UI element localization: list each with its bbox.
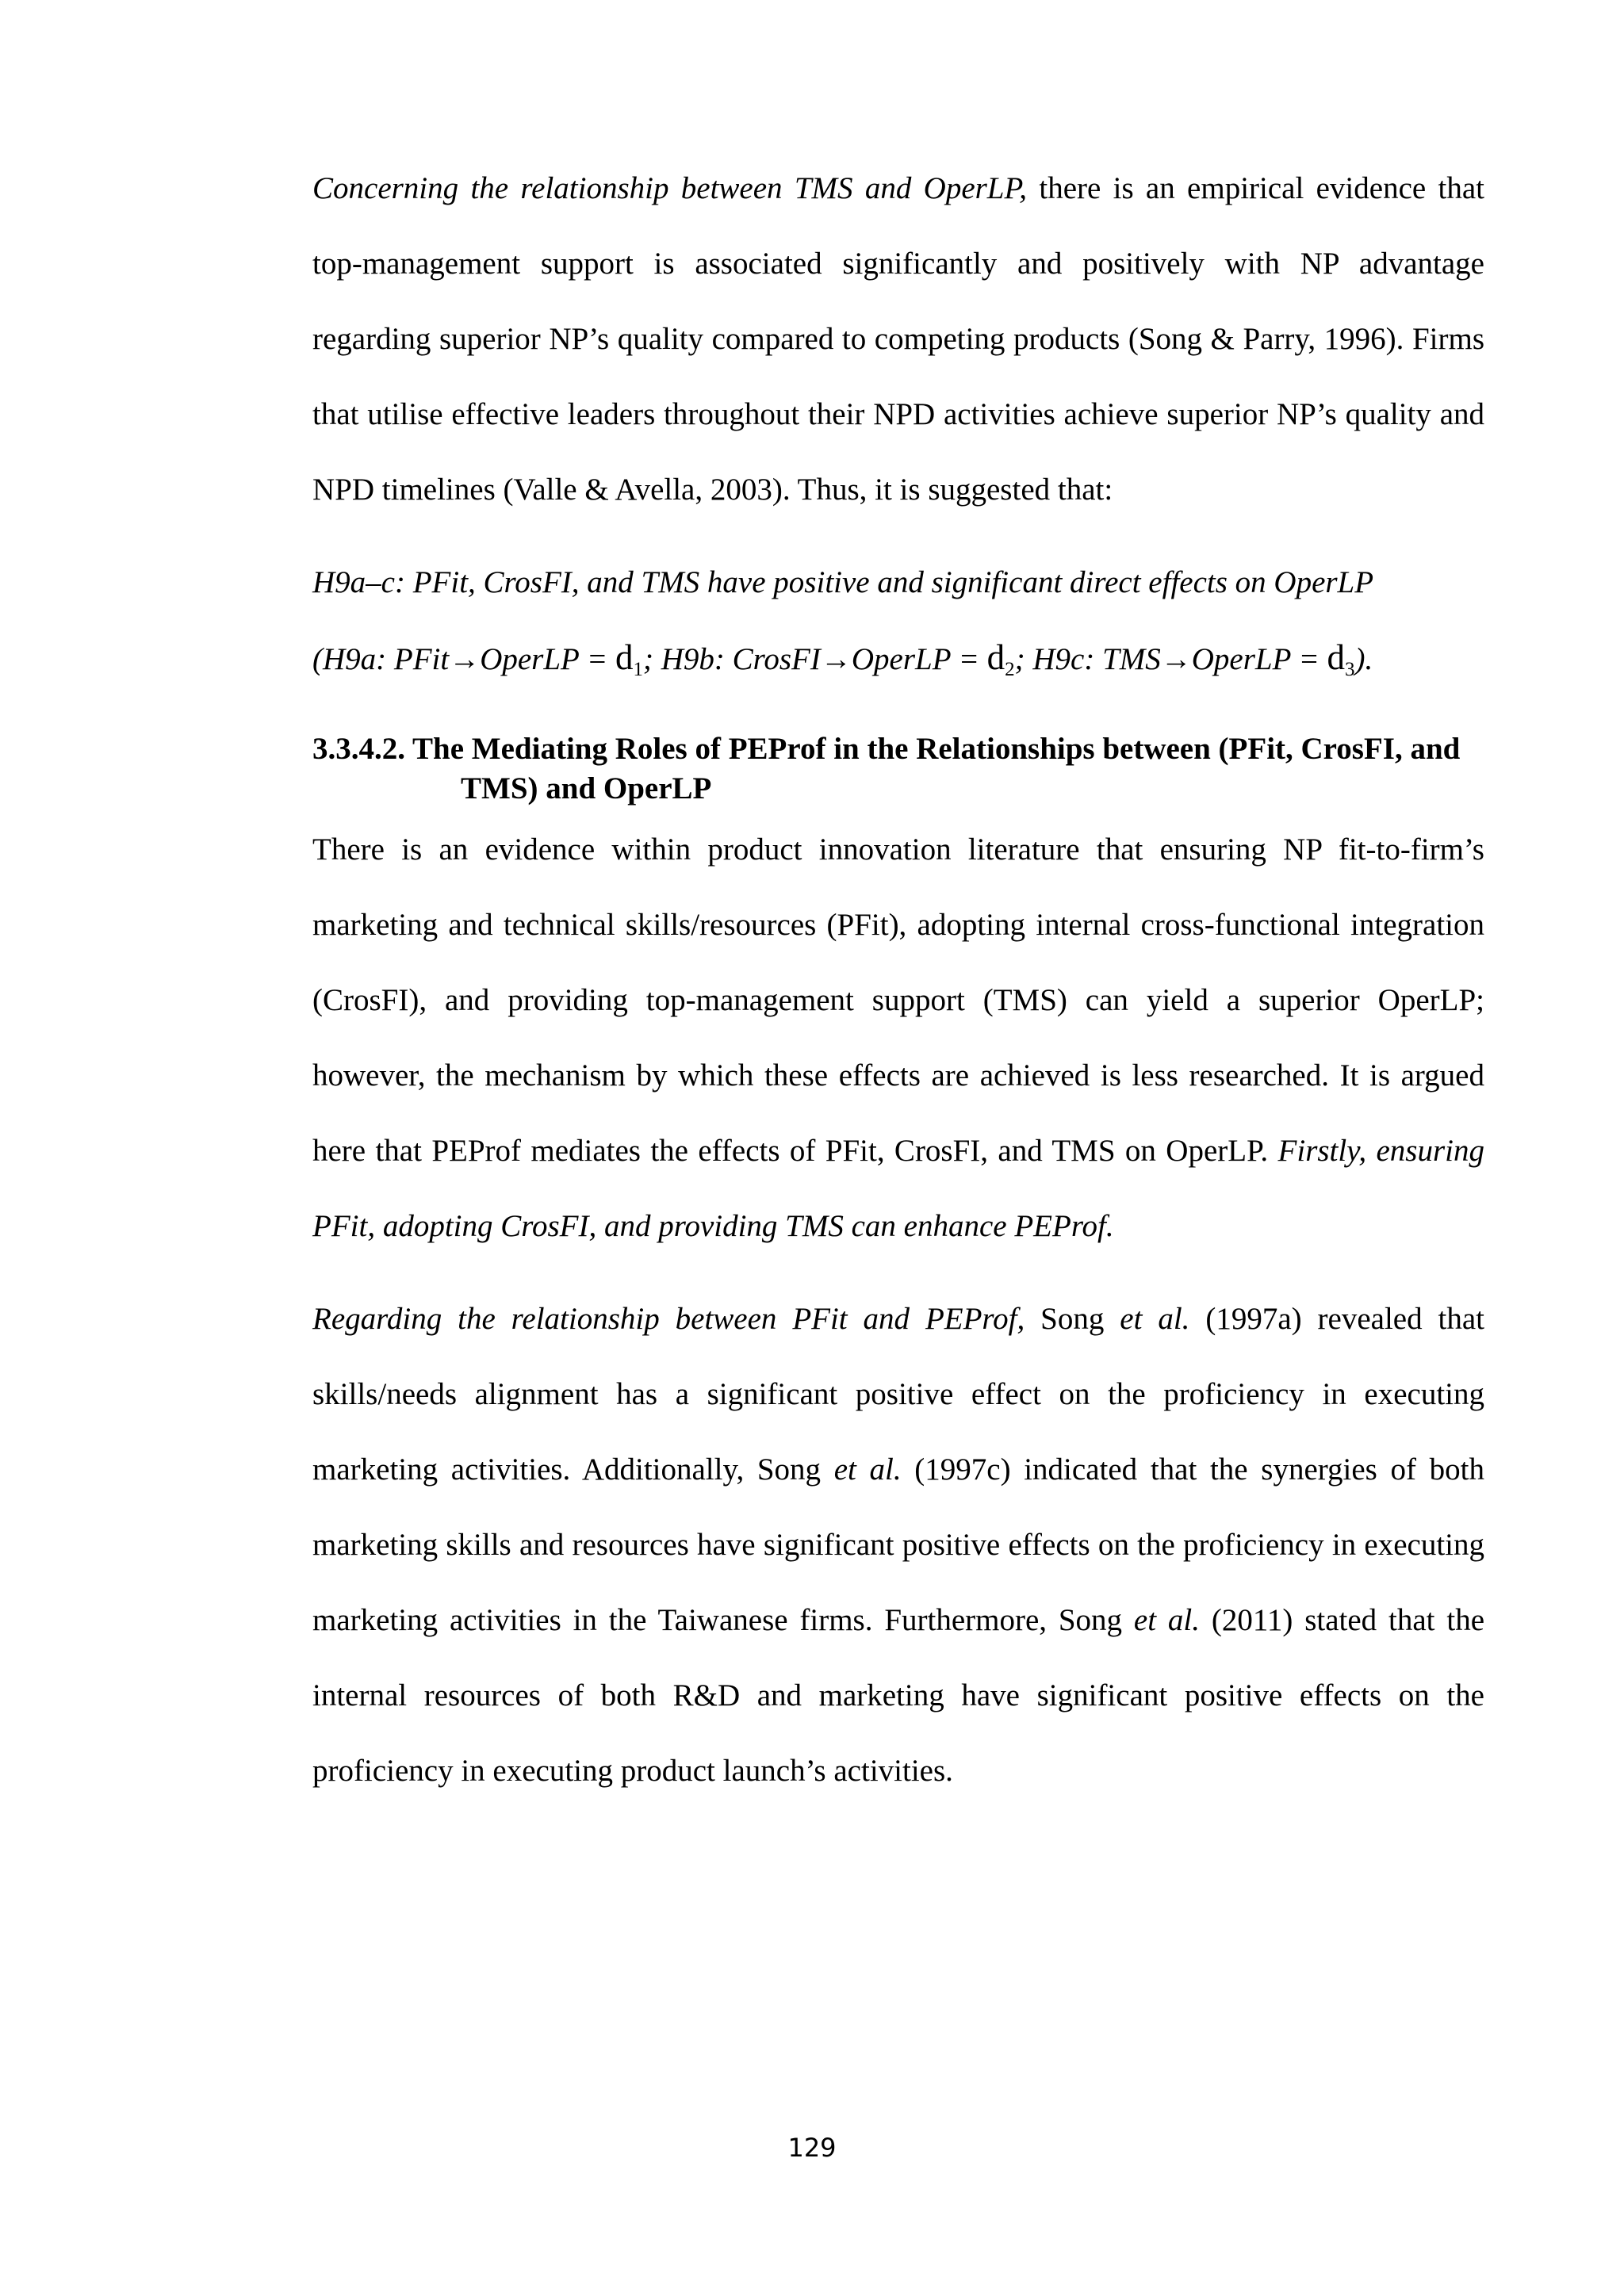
et-al-3: et al. bbox=[1133, 1603, 1200, 1637]
hypothesis-line-1: H9a–c: PFit, CrosFI, and TMS have positive and significant direct effects on OperLP bbox=[312, 565, 1374, 599]
symbol-d1: d bbox=[615, 637, 634, 677]
paragraph-body: there is an empirical evidence that top-management support is associated significantly and positively with NP advantage regarding superior NP’s quality compared to competing products (Song & Parry, 1996). Firms that utilise effective leaders throughout their NPD activities achieve superior NP’s quality and NPD timelines (Valle & Avella, 2003). Thus, it is suggested that: bbox=[312, 171, 1484, 507]
et-al-1: et al. bbox=[1120, 1302, 1190, 1336]
subscript-1: 1 bbox=[633, 659, 643, 680]
hypothesis-b: ; H9b: CrosFI→OperLP = bbox=[642, 642, 987, 676]
hypothesis-h9 bbox=[312, 545, 1484, 701]
et-al-2: et al. bbox=[833, 1452, 902, 1487]
text-segment-3: (1997c) indicated that the synergies of both marketing skills and resources have significant positive effects on the proficiency in executing marketing activities in the Taiwanese firms. Furthermore, Song bbox=[312, 1452, 1485, 1637]
paragraph-lead: Regarding the relationship between PFit and PEProf, bbox=[312, 1302, 1025, 1336]
subscript-2: 2 bbox=[1005, 659, 1015, 680]
symbol-d3: d bbox=[1327, 637, 1346, 677]
paragraph-italic-tail: Firstly, ensuring PFit, adopting CrosFI, and providing TMS can enhance PEProf. bbox=[312, 1134, 1485, 1243]
section-heading: 3.3.4.2. The Mediating Roles of PEProf in the Relationships between (PFit, CrosFI, and TMS) and OperLP bbox=[312, 732, 1461, 806]
paragraph-body: There is an evidence within product innovation literature that ensuring NP fit-to-firm’s marketing and technical skills/resources (PFit), adopting internal cross-functional integration (CrosFI), and providing top-management support (TMS) can yield a superior OperLP; however, the mechanism by which these effects are achieved is less researched. It is argued here that PEProf mediates the effects of PFit, CrosFI, and TMS on OperLP. bbox=[312, 832, 1484, 1168]
paragraph-pfit-peprof bbox=[312, 1281, 1484, 1808]
text-segment-4: (2011) stated that the internal resources of both R&D and marketing have significant positive effects on the proficiency in executing product launch’s activities. bbox=[312, 1603, 1485, 1788]
page-content bbox=[312, 151, 1484, 1808]
text-segment-1: Song bbox=[1025, 1302, 1120, 1336]
symbol-d2: d bbox=[986, 637, 1005, 677]
page-number: 129 bbox=[787, 2133, 837, 2163]
hypothesis-c: ; H9c: TMS→OperLP = bbox=[1014, 642, 1327, 676]
text-segment-2: (1997a) revealed that skills/needs alignment has a significant positive effect on the proficiency in executing marketing activities. Additionally, Song bbox=[312, 1302, 1484, 1487]
subscript-3: 3 bbox=[1345, 659, 1355, 680]
paragraph-tms-operlp bbox=[312, 151, 1484, 527]
paragraph-mediating-roles bbox=[312, 812, 1484, 1264]
paragraph-lead: Concerning the relationship between TMS and OperLP, bbox=[312, 171, 1028, 205]
hypothesis-a: (H9a: PFit→OperLP = bbox=[312, 642, 615, 676]
hypothesis-close: ). bbox=[1354, 642, 1373, 676]
